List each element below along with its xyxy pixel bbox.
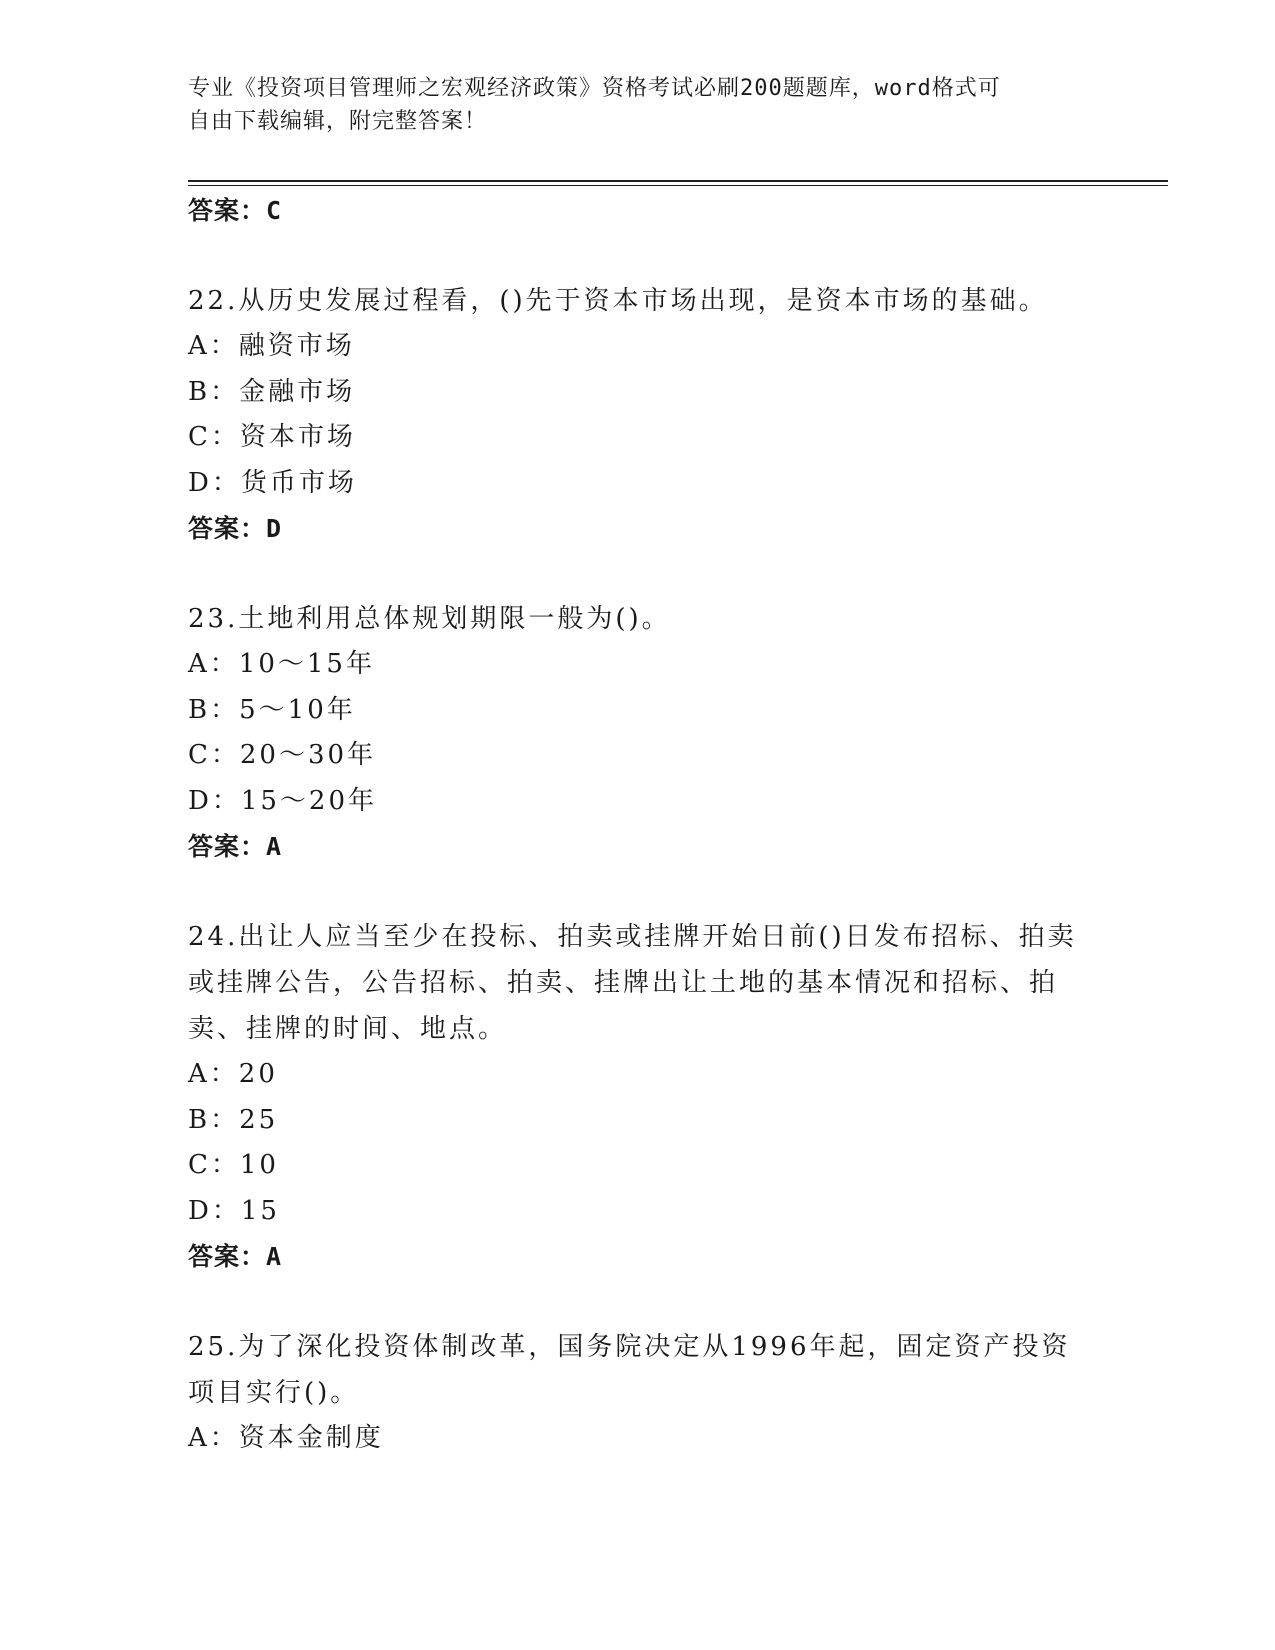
option-d: D：15 — [188, 1195, 280, 1226]
answer-line: 答案：A — [188, 832, 283, 861]
option-a: A：20 — [188, 1059, 278, 1089]
question-stem-line: 项目实行()。 — [188, 1378, 360, 1408]
option-a: A：融资市场 — [188, 331, 355, 361]
question-23 — [188, 596, 1088, 870]
option-b: B：金融市场 — [188, 376, 356, 407]
question-stem-line: 22.从历史发展过程看，()先于资本市场出现，是资本市场的基础。 — [188, 286, 1048, 316]
question-stem-line: 或挂牌公告，公告招标、拍卖、挂牌出让土地的基本情况和招标、拍 — [188, 968, 1059, 998]
question-stem-line: 卖、挂牌的时间、地点。 — [188, 1014, 508, 1044]
option-b: B：5～10年 — [188, 694, 356, 725]
option-d: D：15～20年 — [188, 785, 378, 816]
header-rule-thick — [188, 180, 1168, 182]
question-stem-line: 25.为了深化投资体制改革，国务院决定从1996年起，固定资产投资 — [188, 1332, 1071, 1362]
question-stem-line: 23.土地利用总体规划期限一般为()。 — [188, 604, 671, 634]
option-c: C：资本市场 — [188, 422, 356, 452]
option-c: C：20～30年 — [188, 740, 377, 770]
option-a: A：资本金制度 — [188, 1423, 384, 1453]
answer-line: 答案：A — [188, 1242, 283, 1271]
question-25 — [188, 1324, 1088, 1462]
option-a: A：10～15年 — [188, 649, 375, 679]
header-line-1: 专业《投资项目管理师之宏观经济政策》资格考试必刷200题题库，word格式可 — [188, 76, 1001, 101]
option-b: B：25 — [188, 1104, 279, 1135]
question-22 — [188, 278, 1088, 552]
question-stem-line: 24.出让人应当至少在投标、拍卖或挂牌开始日前()日发布招标、拍卖 — [188, 922, 1077, 952]
answer-line: 答案：C — [188, 196, 283, 225]
answer-line: 答案：D — [188, 514, 283, 543]
question-24 — [188, 914, 1088, 1280]
option-c: C：10 — [188, 1150, 279, 1180]
header-rule-thin — [188, 185, 1168, 186]
page-header — [188, 72, 1068, 138]
header-line-2: 自由下载编辑，附完整答案！ — [188, 109, 488, 134]
question-content — [188, 188, 1088, 1462]
option-d: D：货币市场 — [188, 467, 357, 498]
